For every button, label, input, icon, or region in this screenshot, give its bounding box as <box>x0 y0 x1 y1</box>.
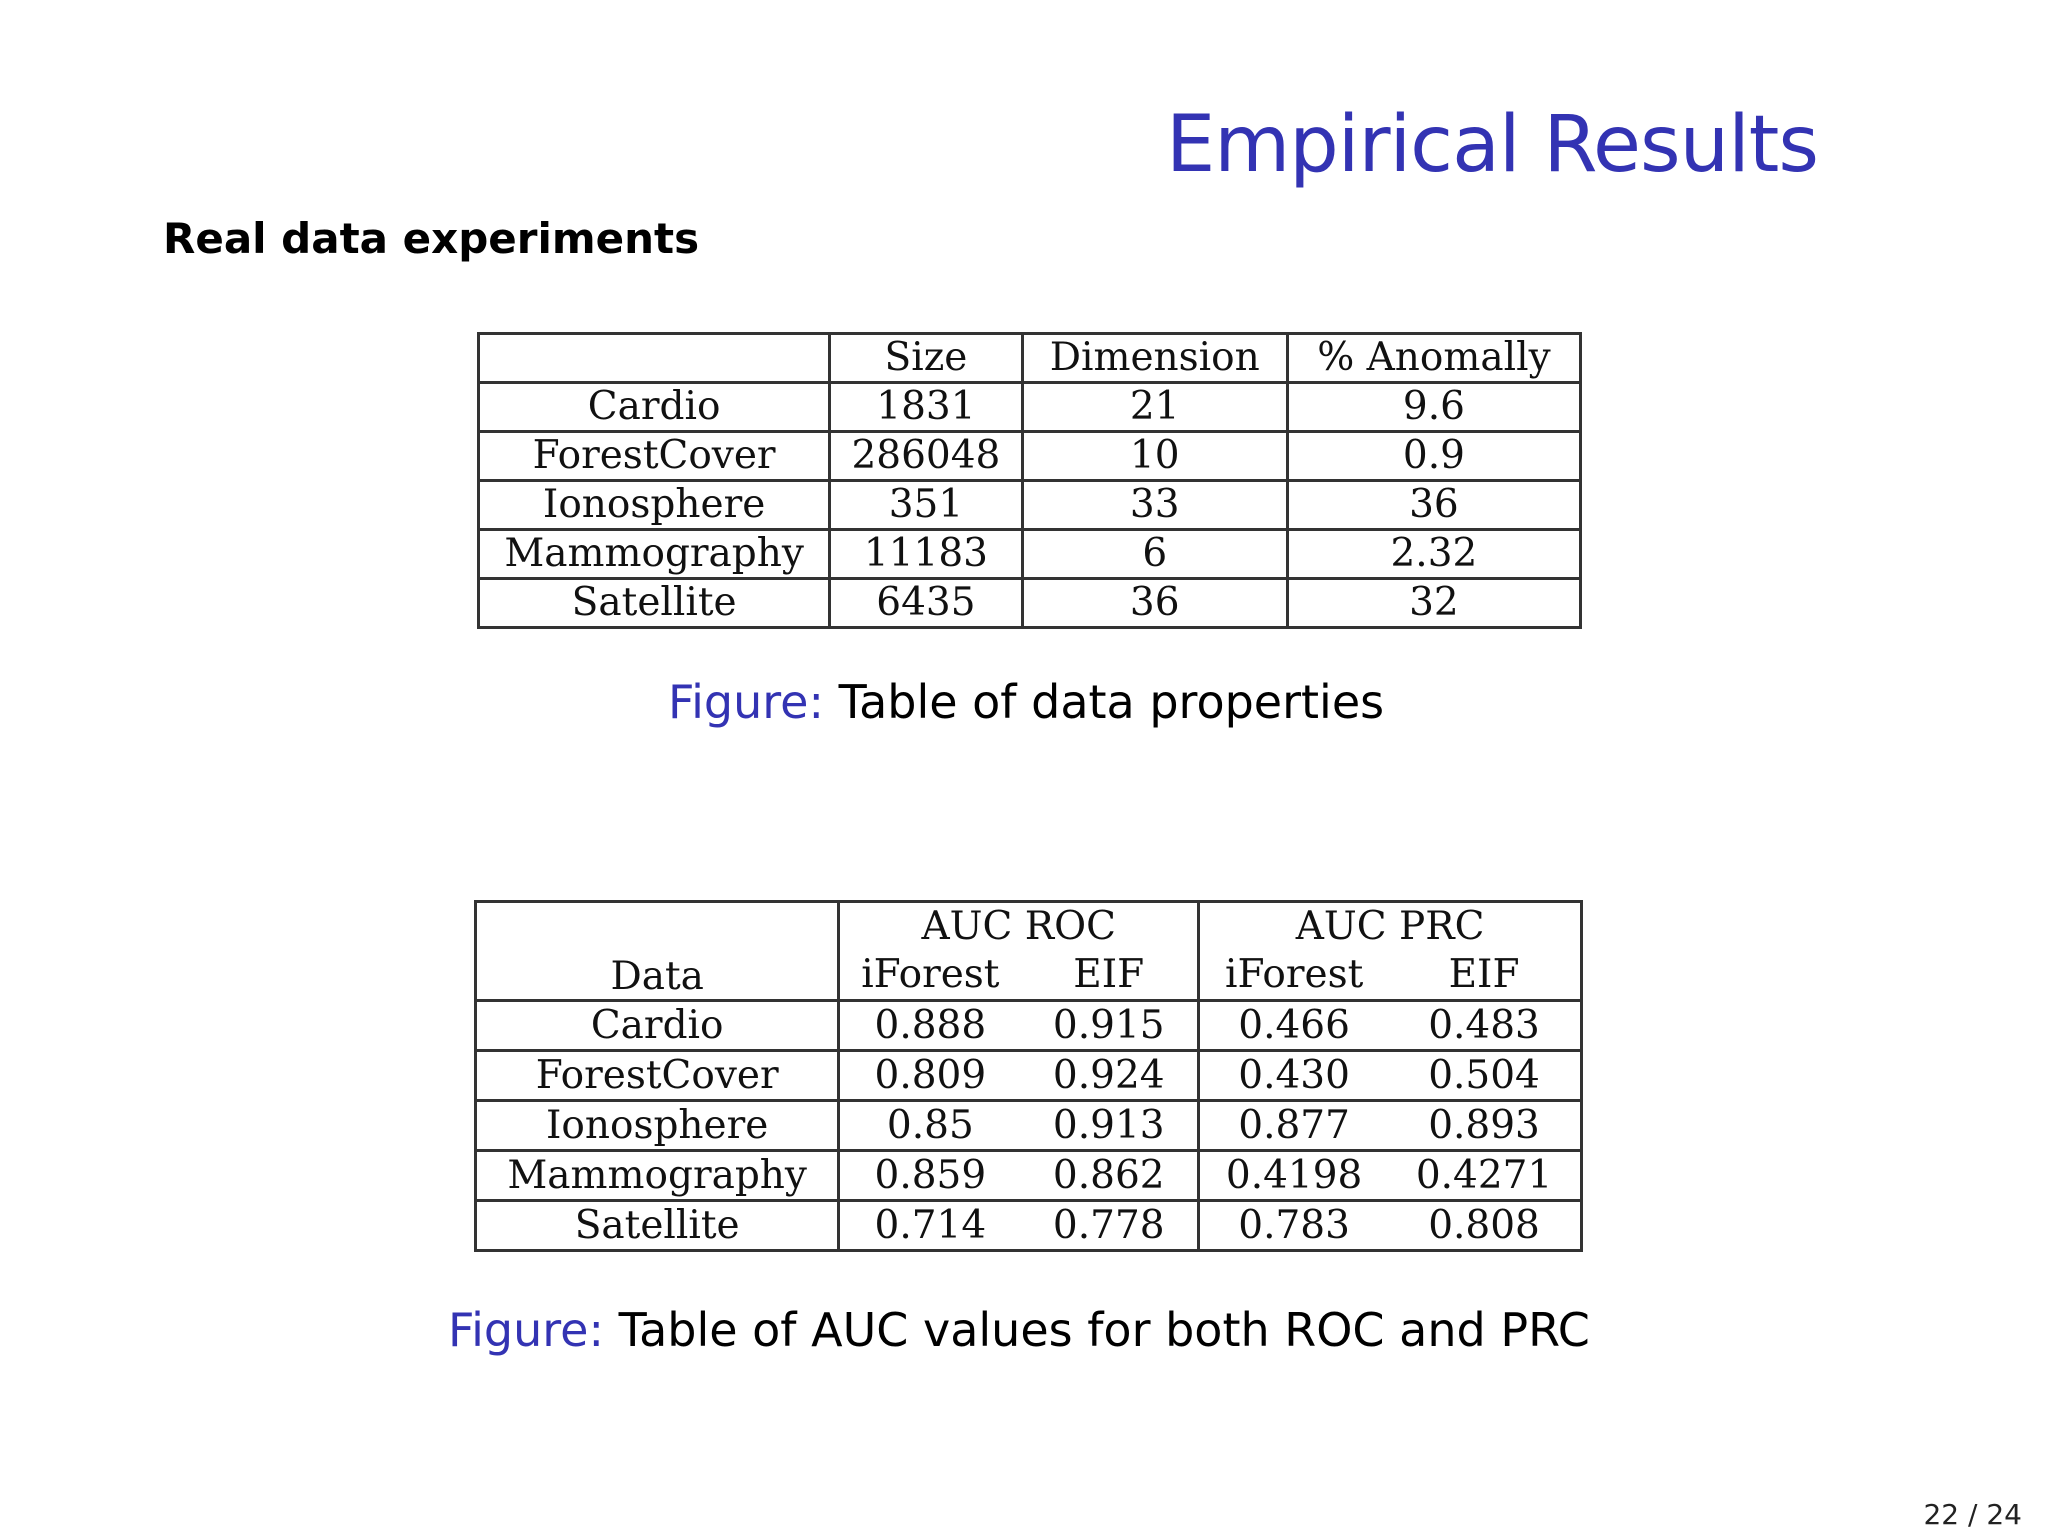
table-cell: 0.85 <box>839 1101 1021 1151</box>
table-cell: 1831 <box>830 383 1022 432</box>
table-cell: Mammography <box>479 530 830 579</box>
table-cell: 36 <box>1287 481 1580 530</box>
figure-caption-auc-values <box>448 1303 1590 1357</box>
table-cell: 0.913 <box>1020 1101 1198 1151</box>
auc-prc-header: AUC PRC <box>1199 902 1582 952</box>
table-cell: 0.714 <box>839 1201 1021 1251</box>
table-cell: 0.778 <box>1020 1201 1198 1251</box>
table-cell: 6435 <box>830 579 1022 628</box>
caption-text: Table of data properties <box>838 675 1385 729</box>
figure-label: Figure: <box>448 1303 604 1357</box>
figure-label: Figure: <box>668 675 824 729</box>
table-row <box>479 481 1581 530</box>
table-cell: 0.859 <box>839 1151 1021 1201</box>
table-cell: Ionosphere <box>476 1101 839 1151</box>
table-row <box>476 1101 1582 1151</box>
table-row <box>476 1051 1582 1101</box>
table-cell: 0.4271 <box>1388 1151 1581 1201</box>
table-cell: 36 <box>1022 579 1287 628</box>
table-row <box>479 432 1581 481</box>
table-cell: 33 <box>1022 481 1287 530</box>
table-cell: 0.430 <box>1199 1051 1388 1101</box>
page-number <box>1923 1498 2022 1531</box>
auc-values-table <box>474 900 1583 1252</box>
table-cell: 0.924 <box>1020 1051 1198 1101</box>
table-row <box>479 530 1581 579</box>
table-cell: ForestCover <box>479 432 830 481</box>
table-row <box>476 1151 1582 1201</box>
table-cell: 0.483 <box>1388 1001 1581 1051</box>
page-total: 24 <box>1986 1498 2022 1531</box>
table-row <box>476 1201 1582 1251</box>
table-subheader-cell: EIF <box>1388 951 1581 1001</box>
table-cell: 6 <box>1022 530 1287 579</box>
table-cell: Cardio <box>479 383 830 432</box>
data-column-header: Data <box>476 902 839 1001</box>
table-header-row <box>479 334 1581 383</box>
table-cell: 21 <box>1022 383 1287 432</box>
table-cell: 2.32 <box>1287 530 1580 579</box>
table-row <box>476 1001 1582 1051</box>
table-cell: Mammography <box>476 1151 839 1201</box>
table-cell: 0.877 <box>1199 1101 1388 1151</box>
table-subheader-cell: iForest <box>839 951 1021 1001</box>
table-cell: Ionosphere <box>479 481 830 530</box>
table-header-cell: Dimension <box>1022 334 1287 383</box>
table-header-cell: % Anomally <box>1287 334 1580 383</box>
table-cell: 0.504 <box>1388 1051 1581 1101</box>
table-cell: 0.809 <box>839 1051 1021 1101</box>
table-cell: Satellite <box>479 579 830 628</box>
table-cell: 11183 <box>830 530 1022 579</box>
table-cell: 286048 <box>830 432 1022 481</box>
table-cell: 0.915 <box>1020 1001 1198 1051</box>
table-row <box>479 383 1581 432</box>
section-heading: Real data experiments <box>163 214 700 263</box>
table-cell: 0.783 <box>1199 1201 1388 1251</box>
page-current: 22 <box>1923 1498 1960 1531</box>
data-properties-table <box>477 332 1582 629</box>
table-cell: 0.888 <box>839 1001 1021 1051</box>
caption-text: Table of AUC values for both ROC and PRC <box>618 1303 1590 1357</box>
figure-caption-data-properties <box>668 675 1384 729</box>
table-cell: Cardio <box>476 1001 839 1051</box>
table-cell: 351 <box>830 481 1022 530</box>
table-group-header-row <box>476 902 1582 952</box>
table-subheader-cell: iForest <box>1199 951 1388 1001</box>
table-cell: 0.893 <box>1388 1101 1581 1151</box>
table-cell: Satellite <box>476 1201 839 1251</box>
table-cell: ForestCover <box>476 1051 839 1101</box>
table-row <box>479 579 1581 628</box>
table-cell: 0.9 <box>1287 432 1580 481</box>
table-cell: 10 <box>1022 432 1287 481</box>
table-cell: 0.4198 <box>1199 1151 1388 1201</box>
slide-title: Empirical Results <box>1166 100 1818 190</box>
auc-roc-header: AUC ROC <box>839 902 1199 952</box>
table-cell: 0.808 <box>1388 1201 1581 1251</box>
table-subheader-cell: EIF <box>1020 951 1198 1001</box>
table-cell: 32 <box>1287 579 1580 628</box>
table-cell: 9.6 <box>1287 383 1580 432</box>
page-separator: / <box>1968 1498 1978 1531</box>
table-header-cell <box>479 334 830 383</box>
table-cell: 0.862 <box>1020 1151 1198 1201</box>
table-header-cell: Size <box>830 334 1022 383</box>
table-cell: 0.466 <box>1199 1001 1388 1051</box>
